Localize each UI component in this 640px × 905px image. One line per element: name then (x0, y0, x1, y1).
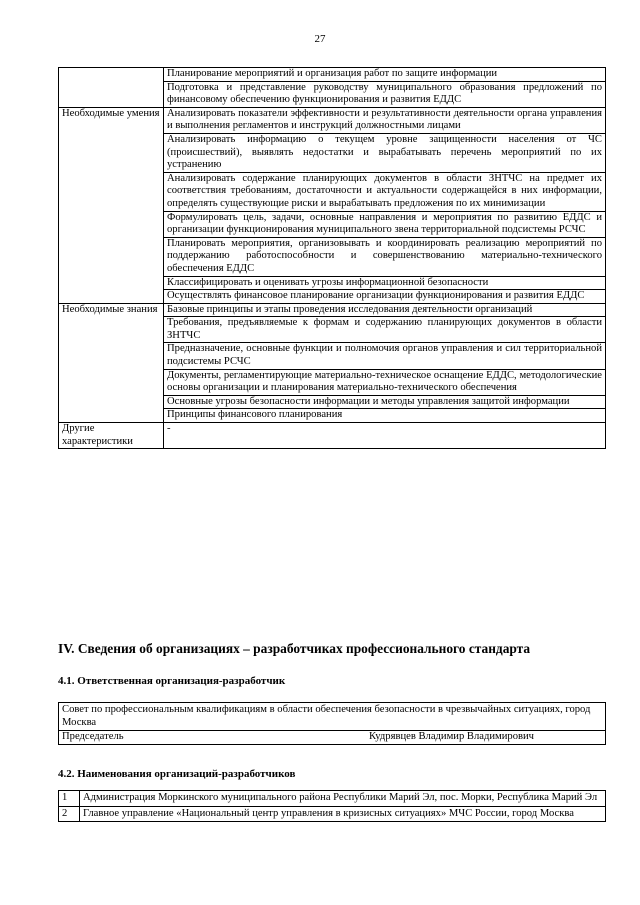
other-characteristics-label: Другие характеристики (59, 423, 164, 449)
chair-cell (59, 731, 606, 745)
table-cell: Планирование мероприятий и организация работ по защите информации (164, 68, 606, 82)
empty-label-cell (59, 68, 164, 108)
table-cell: - (164, 423, 606, 449)
knowledge-label: Необходимые знания (59, 303, 164, 422)
table-cell: Планировать мероприятия, организовывать и координировать реализацию мероприятий по поддержанию работоспособности и совершенствованию материально-технического обеспечения ЕДДС (164, 237, 606, 276)
developer-name: Администрация Моркинского муниципального района Республики Марий Эл, пос. Морки, Республика Марий Эл (80, 791, 606, 807)
table-cell: Подготовка и представление руководству муниципального образования предложений по финансовому обеспечению функционирования и развития ЕДДС (164, 81, 606, 107)
table-row (59, 423, 606, 449)
table-row (59, 806, 606, 822)
table-row (59, 703, 606, 731)
chair-title: Председатель (62, 731, 124, 743)
table-row (59, 731, 606, 745)
table-cell: Требования, предъявляемые к формам и содержанию планирующих документов в области ЗНТЧС (164, 317, 606, 343)
skills-knowledge-table (58, 67, 606, 449)
table-cell: Анализировать показатели эффективности и результативности деятельности органа управления и выполнения регламентов и инструкций должностными лицами (164, 107, 606, 133)
table-cell: Анализировать содержание планирующих документов в области ЗНТЧС на предмет их соответствия требованиям, достаточности и актуальности содержащейся в них информации, определять существующие риски и вырабатывать предложения по их минимизации (164, 172, 606, 211)
org-name-cell: Совет по профессиональным квалификациям в области обеспечения безопасности в чрезвычайных ситуациях, город Москва (59, 703, 606, 731)
table-row (59, 68, 606, 82)
chair-name: Кудрявцев Владимир Владимирович (369, 731, 534, 743)
developers-table (58, 790, 606, 822)
section-iv-title: IV. Сведения об организациях – разработчиках профессионального стандарта (58, 641, 531, 656)
row-number: 2 (59, 806, 80, 822)
page-number: 27 (314, 33, 326, 45)
table-cell: Базовые принципы и этапы проведения исследования деятельности организаций (164, 303, 606, 317)
skills-label: Необходимые умения (59, 107, 164, 303)
table-cell: Документы, регламентирующие материально-техническое оснащение ЕДДС, методологические основы организации и планирования материально-технического обеспечения (164, 369, 606, 395)
responsible-org-heading: 4.1. Ответственная организация-разработчик (58, 675, 286, 687)
table-cell: Принципы финансового планирования (164, 409, 606, 423)
table-cell: Осуществлять финансовое планирование организации функционирования и развития ЕДДС (164, 290, 606, 304)
table-row (59, 791, 606, 807)
table-row (59, 303, 606, 317)
table-cell: Формулировать цель, задачи, основные направления и мероприятия по развитию ЕДДС и организации функционирования муниципального звена территориальной подсистемы РСЧС (164, 211, 606, 237)
table-cell: Классифицировать и оценивать угрозы информационной безопасности (164, 276, 606, 290)
table-cell: Основные угрозы безопасности информации и методы управления защитой информации (164, 395, 606, 409)
responsible-org-table (58, 702, 606, 745)
table-cell: Предназначение, основные функции и полномочия органов управления и сил территориальной подсистемы РСЧС (164, 343, 606, 369)
developer-name: Главное управление «Национальный центр управления в кризисных ситуациях» МЧС России, город Москва (80, 806, 606, 822)
table-cell: Анализировать информацию о текущем уровне защищенности населения от ЧС (происшествий), выявлять недостатки и вырабатывать перечень мероприятий по их устранению (164, 133, 606, 172)
developers-heading: 4.2. Наименования организаций-разработчиков (58, 768, 296, 780)
table-row (59, 107, 606, 133)
row-number: 1 (59, 791, 80, 807)
